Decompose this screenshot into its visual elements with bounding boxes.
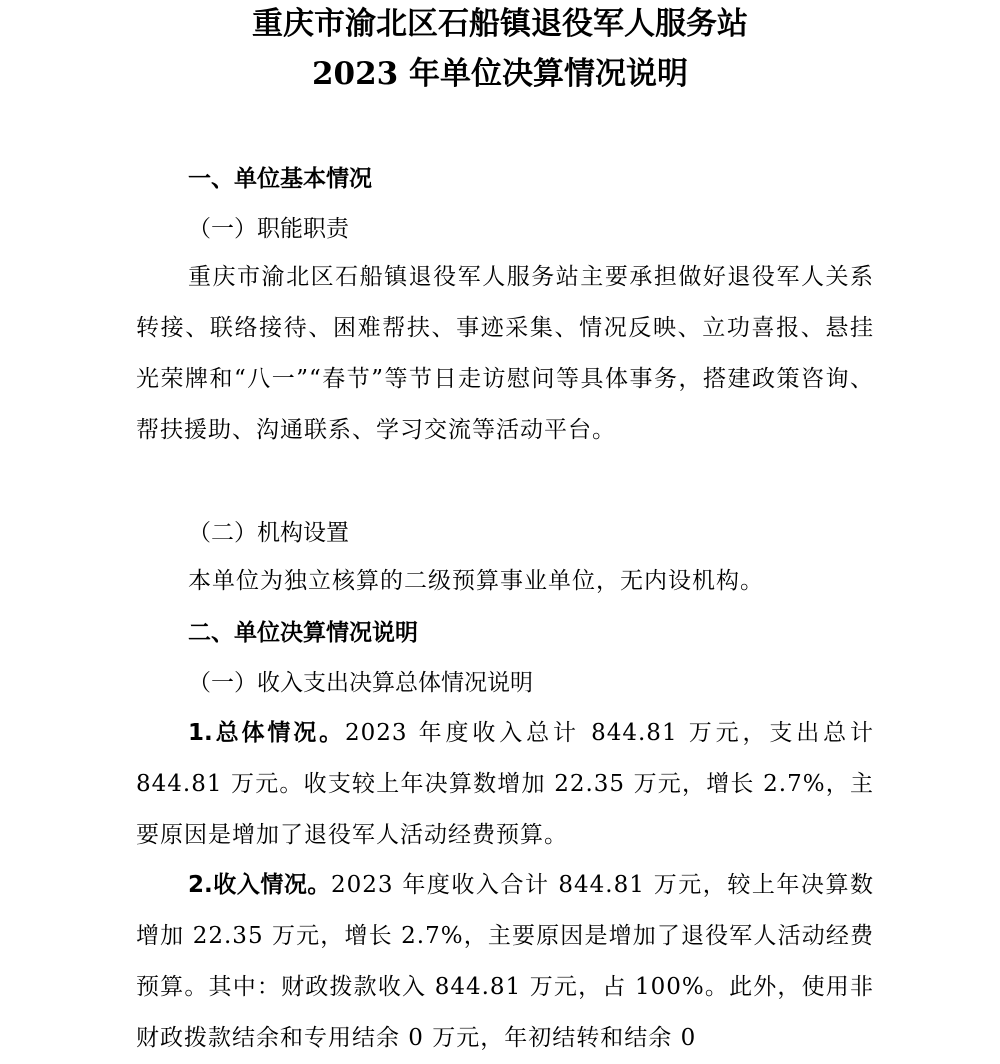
section-heading-basic-info: 一、单位基本情况 (188, 166, 372, 192)
paragraph-body-overall: 2023 年度收入总计 844.81 万元，支出总计 844.81 万元。收支较上年决算数增加 22.35 万元，增长 2.7%，主要原因是增加了退役军人活动经费预算。 (136, 720, 874, 848)
section-heading-final-accounts: 二、单位决算情况说明 (188, 620, 418, 646)
paragraph-income-situation (136, 860, 874, 1064)
paragraph-overall-situation (136, 708, 874, 861)
document-title-line-2: 2023 年单位决算情况说明 (311, 56, 689, 92)
paragraph-organization: 本单位为独立核算的二级预算事业单位，无内设机构。 (188, 568, 764, 594)
paragraph-lead-income: 2.收入情况。 (188, 872, 331, 898)
paragraph-functions: 重庆市渝北区石船镇退役军人服务站主要承担做好退役军人关系转接、联络接待、困难帮扶、事迹采集、情况反映、立功喜报、悬挂光荣牌和“八一”“春节”等节日走访慰问等具体事务，搭建政策咨询、帮扶援助、沟通联系、学习交流等活动平台。 (136, 264, 874, 443)
paragraph-body-income: 2023 年度收入合计 844.81 万元，较上年决算数增加 22.35 万元，增长 2.7%，主要原因是增加了退役军人活动经费预算。其中：财政拨款收入 844.81 万元，占 100%。此外，使用非财政拨款结余和专用结余 0 万元，年初结转和结余 0 (136, 872, 874, 1051)
paragraph-lead-overall: 1.总体情况。 (188, 720, 345, 746)
subsection-heading-income-expense-overview: （一）收入支出决算总体情况说明 (188, 670, 533, 696)
subsection-heading-organization: （二）机构设置 (188, 520, 349, 546)
subsection-heading-functions: （一）职能职责 (188, 216, 349, 242)
document-title-line-1: 重庆市渝北区石船镇退役军人服务站 (252, 6, 748, 42)
